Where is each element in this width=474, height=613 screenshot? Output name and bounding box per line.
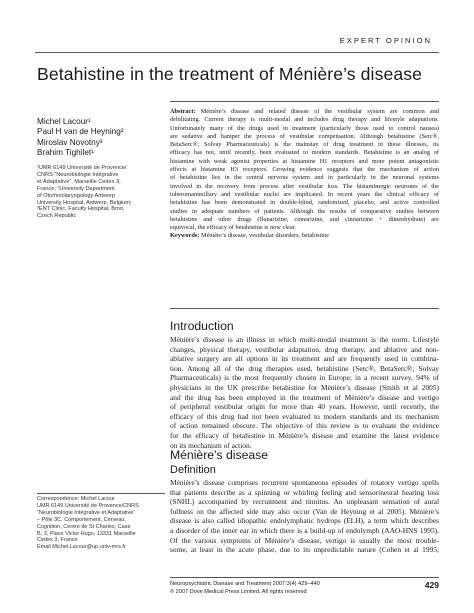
abstract-line: of betahistine lies in the central nervous system and in particularly in the neuronal systems [170, 174, 439, 182]
article-title: Betahistine in the treatment of Ménière’s disease [37, 64, 423, 84]
correspondence-rule [37, 493, 165, 494]
correspondence-line: B, 3, Place Victor Hugo, 13331 Marseille [37, 530, 136, 537]
body-line: Ménière’s disease is an illness in which multi-modal treatment is the norm. Lifestyle [170, 335, 439, 344]
page-number: 429 [424, 580, 439, 590]
body-line: Of the various symptoms of Ménière’s disease, vertigo is usually the most trouble- [170, 535, 439, 545]
title-rule [170, 101, 439, 102]
body-line: fullness on the affected side may also occur (Van de Heyning et al 2005). Ménière’s [170, 506, 439, 516]
body-line: physicians in the UK prescribe betahistine for Ménière’s disease (Smith et al 2005) [170, 382, 439, 392]
affiliation-line: et Adaptative”, Marseille Cedex 3, [37, 178, 121, 185]
body-line: of action remained obscure. The objective of this review is to evaluate the evidence [170, 421, 439, 431]
keywords-text: Ménière’s disease, vestibular disorders, betahistine [200, 232, 329, 240]
body-line: tion. Among all of the drug therapies used, betahistine (Serc®, BetaSerc®; Solvay [170, 363, 439, 373]
body-line: changes, physical therapy, vestibular adaptation, drug therapy, and ablative and non- [170, 344, 439, 354]
author-name: Michel Lacour¹ [37, 117, 91, 126]
correspondence-line: Cedex 3, France [37, 537, 78, 544]
abstract-line: efficacy has not, until recently, been evaluated to modern standards. Betahistine is an analog of [170, 149, 439, 157]
body-line: (SNHL) accompanied by recruitment and tinnitus. An unpleasant sensation of aural [170, 497, 439, 507]
author-name: Paul H van de Heyning² [37, 127, 124, 137]
abstract-line: involved in the recovery from process after vestibular loss. The histaminergic neurones of the [170, 182, 439, 190]
body-line: on its mechanism of action. [170, 440, 252, 450]
body-line: disease is also called idiopathic endolymphatic hydrops (ELH), a term which describes [170, 516, 439, 526]
abstract-line: betahistine and other drugs (flunarizine, cinnarizine, and cinnarizine + dimenhydrate) are [170, 215, 439, 223]
correspondence-line: UMR 6149 Université de Provence/CNRS [37, 502, 139, 509]
section-label: EXPERT OPINION [339, 36, 432, 45]
abstract-line: Ménière’s disease and related disease of the vestibular system are common and [200, 108, 439, 115]
affiliation-line: University Hospital, Antwerp, Belgium; [37, 199, 132, 206]
affiliation-line: ³ENT Clinic, Faculty Hospital, Brno, [37, 206, 125, 213]
body-line: and the drug has been employed in the treatment of Ménière’s disease and vertigo [170, 392, 439, 402]
abstract-line: are sedative and hamper the process of vestibular compensation. Although betahistine (Serc®, [170, 132, 439, 140]
author-name: Miroslav Novotny³ [37, 137, 103, 147]
menieres-heading: Ménière’s disease [170, 448, 269, 462]
correspondence [37, 496, 167, 551]
abstract-line: tuberomammillary and vestibular nuclei are implicated. In recent years the clinical efficacy of [170, 190, 439, 198]
abstract [170, 108, 439, 241]
abstract-line: betahistine has been demonstrated in double-blind, randomized, placebo, and active controlled [170, 199, 439, 207]
keywords-label: Keywords: [170, 232, 200, 240]
keywords [170, 232, 439, 240]
definition-body [170, 478, 439, 555]
affiliation-line: CNRS “Neurobiologie Intégrative [37, 171, 119, 178]
author-name: Brahim Tighilet¹ [37, 147, 94, 157]
definition-subheading: Definition [170, 464, 216, 476]
abstract-line: BetaSerc®; Solvay Pharmaceuticals) is the mainstay of drug treatment in these illnesses, its [170, 141, 439, 149]
body-line: that patients describe as a spinning or whirling feeling and sensorineural hearing loss [170, 487, 439, 497]
correspondence-email[interactable]: Email Michel.Lacour@up.univ-mrs.fr [37, 544, 126, 551]
body-line: efficacy of this drug had not been evaluated to modern standards and its mechanism [170, 411, 439, 421]
body-line: a disorder of the inner ear in which there is a build-up of endolymph (AAO-HNS 1995). [170, 525, 439, 535]
affiliation-line: Czech Republic [37, 213, 77, 220]
body-line: for the efficacy of betahistine in Ménière’s disease and examine the latest evidence [170, 430, 439, 440]
body-line: some, at least in the acute phase, due to its unpredictable nature (Cohen et al 1995; [170, 545, 439, 555]
correspondence-line: – Pôle 3C, Comportement, Cerveau, [37, 516, 126, 523]
header-rule [35, 52, 439, 53]
body-line: Pharmaceuticals) is the most frequently chosen in Europe; in a recent survey, 94% of [170, 373, 439, 383]
affiliation-line: ¹UMR 6149 Université de Provence/ [37, 165, 127, 171]
footer-copyright: © 2007 Dove Medical Press Limited. All rights reserved [170, 589, 307, 595]
introduction-heading: Introduction [170, 319, 234, 333]
body-line: of peripheral vestibular origin for more than 40 years. However, until recently, the [170, 402, 439, 412]
abstract-label: Abstract: [170, 108, 196, 115]
footer-journal: Neuropsychiatric Disease and Treatment 2007:3(4) 429–440 [170, 581, 320, 587]
footer-rule [170, 577, 439, 578]
abstract-line: Unfortunately many of the drugs used in treatment (particularly those used to control nausea) [170, 124, 439, 132]
affiliation-line: of Otorhinolaryngology Antwerp [37, 192, 116, 199]
correspondence-line: Cognition, Centre de St Charles, Case [37, 523, 131, 530]
abstract-line: studies in adequate numbers of patients. Although the results of comparative studies between [170, 207, 439, 215]
correspondence-line: Correspondence: Michel Lacour [37, 496, 115, 502]
introduction-body [170, 335, 439, 450]
abstract-line: debilitating. Current therapy is multi-modal and includes drug therapy and lifestyle adaptations. [170, 116, 439, 124]
abstract-line: effects at histamine H3 receptors. Growing evidence suggests that the mechanism of action [170, 166, 439, 174]
body-line: Ménière’s disease comprises recurrent spontaneous episodes of rotatory vertigo spells [170, 478, 439, 487]
abstract-line: equivocal, the efficacy of betahistine is now clear. [170, 224, 296, 232]
correspondence-line: “Neurobiologie Intégrative et Adaptative” [37, 509, 136, 516]
body-line: ablative surgery are all options in its treatment and are frequently used in combina- [170, 354, 439, 364]
abstract-line: histamine with weak agonist properties at histamine H1 receptors and more potent antagonistic [170, 157, 439, 165]
abstract-rule [170, 308, 439, 309]
affiliation-line: France; ²University Department [37, 185, 115, 192]
